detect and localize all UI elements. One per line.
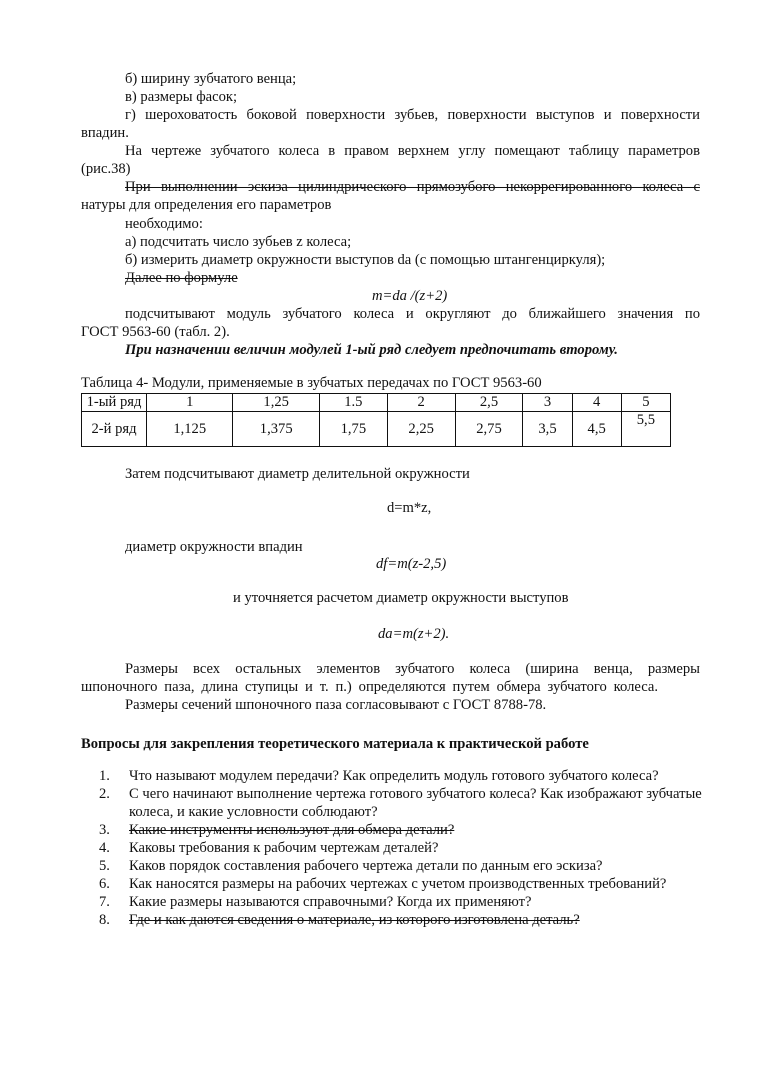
note-italic: При назначении величин модулей 1-ый ряд следует предпочитать второму. xyxy=(125,342,618,358)
table-cell: 1 xyxy=(147,394,233,412)
table-cell: 1,125 xyxy=(147,412,233,447)
text-line: На чертеже зубчатого колеса в правом верхнем углу помещают таблицу параметров xyxy=(125,143,700,159)
list-item xyxy=(81,911,711,929)
table-cell: 5,5 xyxy=(621,412,670,447)
table-cell: 1,75 xyxy=(319,412,387,447)
list-item xyxy=(81,875,711,893)
table-cell: 4,5 xyxy=(572,412,621,447)
list-item xyxy=(81,821,711,839)
table-cell: 1-ый ряд xyxy=(82,394,147,412)
list-item xyxy=(81,839,711,857)
list-item xyxy=(81,767,711,785)
table-cell: 3 xyxy=(523,394,572,412)
text-line: и уточняется расчетом диаметр окружности выступов xyxy=(233,590,569,606)
list-number: 1. xyxy=(99,768,110,784)
formula-root-diameter: df=m(z-2,5) xyxy=(376,556,447,572)
list-item xyxy=(81,857,711,875)
list-text: Какие инструменты используют для обмера детали? xyxy=(129,822,455,838)
table-row xyxy=(82,412,671,447)
formula-tip-diameter: da=m(z+2). xyxy=(378,626,450,642)
list-text: Каков порядок составления рабочего чертежа детали по данным его эскиза? xyxy=(129,858,603,874)
table-cell: 1.5 xyxy=(319,394,387,412)
text-line: б) ширину зубчатого венца; xyxy=(125,71,297,87)
list-text: Какие размеры называются справочными? Когда их применяют? xyxy=(129,894,532,910)
table-cell: 1,375 xyxy=(233,412,319,447)
text-line: натуры для определения его параметров xyxy=(81,197,332,213)
text-line: а) подсчитать число зубьев z колеса; xyxy=(125,234,352,250)
formula-pitch-diameter: d=m*z, xyxy=(387,500,432,516)
list-text: Каковы требования к рабочим чертежам деталей? xyxy=(129,840,439,856)
text-line: шпоночного паза, длина ступицы и т. п.) определяются путем обмера зубчатого колеса. xyxy=(81,679,658,695)
list-text: С чего начинают выполнение чертежа готового зубчатого колеса? Как изображают зубчатые колеса, и какие условности соблюдают? xyxy=(129,786,702,820)
text-line: диаметр окружности впадин xyxy=(125,539,303,555)
questions-list xyxy=(81,767,711,929)
table-cell: 3,5 xyxy=(523,412,572,447)
text-line: Затем подсчитывают диаметр делительной окружности xyxy=(125,466,470,482)
table-cell: 2 xyxy=(387,394,455,412)
strikethrough-line: Далее по формуле xyxy=(125,270,238,286)
table-row xyxy=(82,394,671,412)
table-caption: Таблица 4- Модули, применяемые в зубчатых передачах по ГОСТ 9563-60 xyxy=(81,375,542,391)
list-number: 2. xyxy=(99,786,110,802)
table-cell: 2,75 xyxy=(455,412,523,447)
list-item xyxy=(81,893,711,911)
list-text: Где и как даются сведения о материале, из которого изготовлена деталь? xyxy=(129,912,580,928)
formula-module: m=da /(z+2) xyxy=(372,288,448,304)
questions-heading: Вопросы для закрепления теоретического материала к практической работе xyxy=(81,736,589,752)
list-number: 3. xyxy=(99,822,110,838)
list-number: 7. xyxy=(99,894,110,910)
table-cell: 4 xyxy=(572,394,621,412)
text-line: Размеры всех остальных элементов зубчатого колеса (ширина венца, размеры xyxy=(125,661,700,677)
table-cell: 5 xyxy=(621,394,670,412)
text-line: Размеры сечений шпоночного паза согласовывают с ГОСТ 8788-78. xyxy=(125,697,547,713)
text-line: ГОСТ 9563-60 (табл. 2). xyxy=(81,324,230,340)
list-number: 6. xyxy=(99,876,110,892)
strikethrough-line: При выполнении эскиза цилиндрического прямозубого некоррегированного колеса с xyxy=(125,179,700,195)
table-cell: 2-й ряд xyxy=(82,412,147,447)
table-cell: 1,25 xyxy=(233,394,319,412)
text-line: в) размеры фасок; xyxy=(125,89,238,105)
table-cell: 2,5 xyxy=(455,394,523,412)
list-number: 5. xyxy=(99,858,110,874)
text-line: подсчитывают модуль зубчатого колеса и округляют до ближайшего значения по xyxy=(125,306,700,322)
list-number: 4. xyxy=(99,840,110,856)
list-text: Как наносятся размеры на рабочих чертежах с учетом производственных требований? xyxy=(129,876,667,892)
text-line: б) измерить диаметр окружности выступов da (с помощью штангенциркуля); xyxy=(125,252,606,268)
text-line: впадин. xyxy=(81,125,129,141)
list-number: 8. xyxy=(99,912,110,928)
text-line: необходимо: xyxy=(125,216,203,232)
list-item xyxy=(81,785,711,821)
modules-table xyxy=(81,393,671,447)
text-line: г) шероховатость боковой поверхности зубьев, поверхности выступов и поверхности xyxy=(125,107,700,123)
list-text: Что называют модулем передачи? Как определить модуль готового зубчатого колеса? xyxy=(129,768,659,784)
text-line: (рис.38) xyxy=(81,161,131,177)
table-cell: 2,25 xyxy=(387,412,455,447)
